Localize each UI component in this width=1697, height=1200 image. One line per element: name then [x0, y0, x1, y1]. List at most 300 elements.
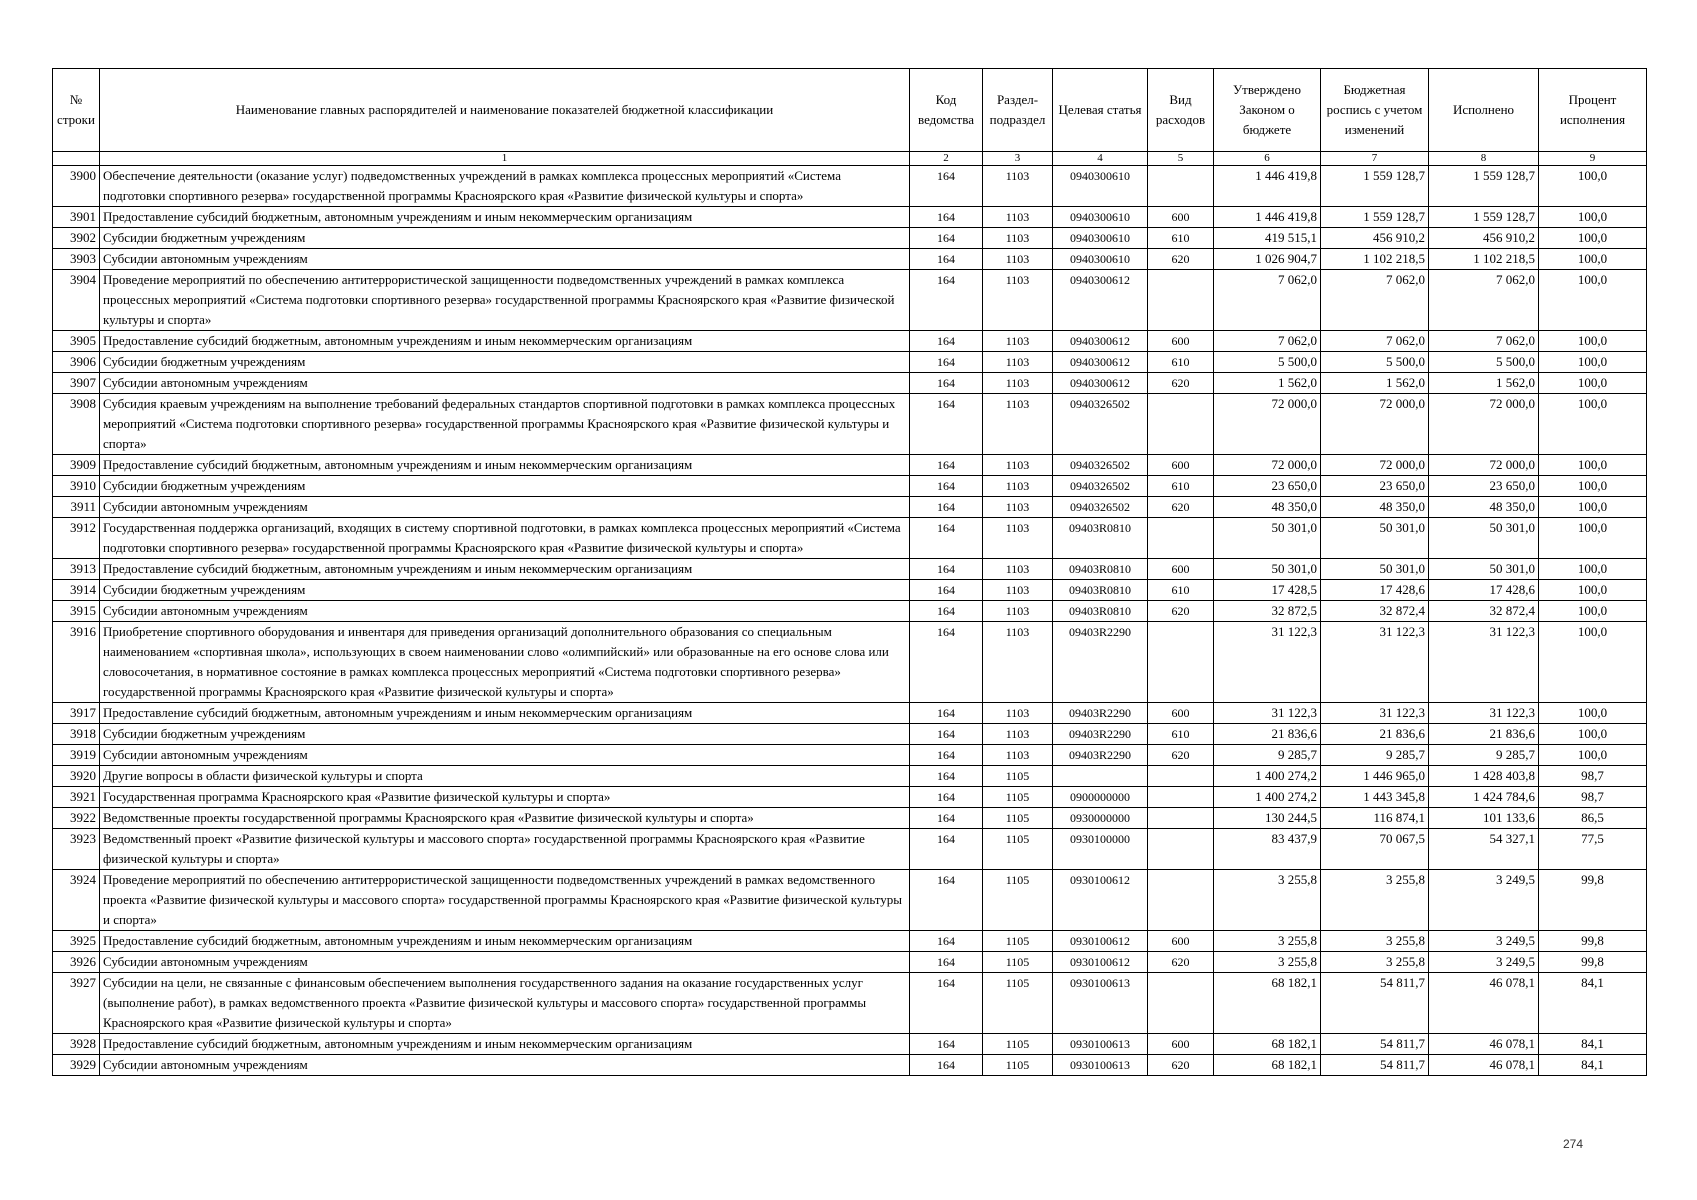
budget-list-cell: 48 350,0 [1321, 497, 1429, 518]
approved-cell: 48 350,0 [1214, 497, 1321, 518]
row-name-cell: Государственная программа Красноярского края «Развитие физической культуры и спорта» [100, 787, 910, 808]
percent-cell: 100,0 [1539, 559, 1647, 580]
row-name-cell: Проведение мероприятий по обеспечению антитеррористической защищенности подведомственных учреждений в рамках ведомственного проекта «Развитие физической культуры и массового спорта» государственной программы Красноярского края «Развитие физической культуры и спорта» [100, 870, 910, 931]
section-cell: 1103 [983, 518, 1053, 559]
expense-type-cell [1148, 166, 1214, 207]
row-name-cell: Субсидии бюджетным учреждениям [100, 476, 910, 497]
target-cell: 0940326502 [1053, 476, 1148, 497]
approved-cell: 1 446 419,8 [1214, 207, 1321, 228]
table-body [53, 166, 1647, 1076]
row-number-cell: 3920 [53, 766, 100, 787]
table-row [53, 703, 1647, 724]
executed-cell: 72 000,0 [1429, 394, 1539, 455]
executed-cell: 46 078,1 [1429, 973, 1539, 1034]
table-row [53, 373, 1647, 394]
target-cell: 09403R0810 [1053, 580, 1148, 601]
executed-cell: 48 350,0 [1429, 497, 1539, 518]
approved-cell: 7 062,0 [1214, 270, 1321, 331]
table-row [53, 166, 1647, 207]
target-cell: 09403R0810 [1053, 601, 1148, 622]
table-row [53, 808, 1647, 829]
executed-cell: 54 327,1 [1429, 829, 1539, 870]
table-row [53, 745, 1647, 766]
page-number: 274 [1563, 1137, 1584, 1151]
dept-code-cell: 164 [910, 518, 983, 559]
budget-list-cell: 70 067,5 [1321, 829, 1429, 870]
row-name-cell: Субсидии автономным учреждениям [100, 249, 910, 270]
target-cell: 0940326502 [1053, 394, 1148, 455]
executed-cell: 1 559 128,7 [1429, 207, 1539, 228]
budget-list-cell: 21 836,6 [1321, 724, 1429, 745]
row-number-cell: 3924 [53, 870, 100, 931]
row-name-cell: Ведомственные проекты государственной программы Красноярского края «Развитие физической культуры и спорта» [100, 808, 910, 829]
row-name-cell: Субсидии автономным учреждениям [100, 952, 910, 973]
percent-cell: 77,5 [1539, 829, 1647, 870]
approved-cell: 419 515,1 [1214, 228, 1321, 249]
budget-list-cell: 1 102 218,5 [1321, 249, 1429, 270]
table-row [53, 931, 1647, 952]
section-cell: 1105 [983, 808, 1053, 829]
approved-cell: 32 872,5 [1214, 601, 1321, 622]
dept-code-cell: 164 [910, 829, 983, 870]
dept-code-cell: 164 [910, 724, 983, 745]
expense-type-cell: 600 [1148, 559, 1214, 580]
table-row [53, 331, 1647, 352]
expense-type-cell: 620 [1148, 601, 1214, 622]
row-number-cell: 3913 [53, 559, 100, 580]
percent-cell: 100,0 [1539, 622, 1647, 703]
dept-code-cell: 164 [910, 808, 983, 829]
expense-type-cell: 610 [1148, 228, 1214, 249]
expense-type-cell: 620 [1148, 745, 1214, 766]
executed-cell: 1 562,0 [1429, 373, 1539, 394]
approved-cell: 50 301,0 [1214, 559, 1321, 580]
budget-list-cell: 1 443 345,8 [1321, 787, 1429, 808]
approved-cell: 1 446 419,8 [1214, 166, 1321, 207]
row-number-cell: 3918 [53, 724, 100, 745]
target-cell: 0940300612 [1053, 331, 1148, 352]
row-number-cell: 3917 [53, 703, 100, 724]
row-number-cell: 3904 [53, 270, 100, 331]
section-cell: 1103 [983, 476, 1053, 497]
executed-cell: 32 872,4 [1429, 601, 1539, 622]
expense-type-cell: 600 [1148, 331, 1214, 352]
expense-type-cell [1148, 394, 1214, 455]
table-row [53, 787, 1647, 808]
percent-cell: 100,0 [1539, 270, 1647, 331]
percent-cell: 100,0 [1539, 580, 1647, 601]
expense-type-cell [1148, 787, 1214, 808]
budget-list-cell: 17 428,6 [1321, 580, 1429, 601]
dept-code-cell: 164 [910, 352, 983, 373]
budget-list-cell: 116 874,1 [1321, 808, 1429, 829]
document-page [52, 68, 1646, 1076]
percent-cell: 100,0 [1539, 745, 1647, 766]
section-cell: 1103 [983, 745, 1053, 766]
column-number: 5 [1148, 152, 1214, 166]
row-name-cell: Предоставление субсидий бюджетным, автономным учреждениям и иным некоммерческим организациям [100, 1034, 910, 1055]
approved-cell: 17 428,5 [1214, 580, 1321, 601]
approved-cell: 1 562,0 [1214, 373, 1321, 394]
target-cell: 0930100613 [1053, 1055, 1148, 1076]
table-row [53, 228, 1647, 249]
expense-type-cell: 620 [1148, 1055, 1214, 1076]
expense-type-cell: 600 [1148, 931, 1214, 952]
dept-code-cell: 164 [910, 1034, 983, 1055]
target-cell: 0930100613 [1053, 973, 1148, 1034]
section-cell: 1103 [983, 497, 1053, 518]
approved-cell: 31 122,3 [1214, 703, 1321, 724]
target-cell: 0930100000 [1053, 829, 1148, 870]
budget-list-cell: 54 811,7 [1321, 1055, 1429, 1076]
dept-code-cell: 164 [910, 455, 983, 476]
executed-cell: 3 249,5 [1429, 870, 1539, 931]
table-row [53, 1034, 1647, 1055]
expense-type-cell: 610 [1148, 724, 1214, 745]
expense-type-cell: 620 [1148, 952, 1214, 973]
dept-code-cell: 164 [910, 580, 983, 601]
target-cell: 0900000000 [1053, 787, 1148, 808]
row-number-cell: 3916 [53, 622, 100, 703]
percent-cell: 100,0 [1539, 166, 1647, 207]
approved-cell: 3 255,8 [1214, 952, 1321, 973]
table-row [53, 455, 1647, 476]
budget-list-cell: 32 872,4 [1321, 601, 1429, 622]
row-name-cell: Предоставление субсидий бюджетным, автономным учреждениям и иным некоммерческим организациям [100, 331, 910, 352]
row-name-cell: Приобретение спортивного оборудования и инвентаря для приведения организаций дополнительного образования со специальным наименованием «спортивная школа», использующих в своем наименовании слово «олимпийский» или образованные на его основе слова или словосочетания, в нормативное состояние в рамках комплекса процессных мероприятий «Система подготовки спортивного резерва» государственной программы Красноярского края «Развитие физической культуры и спорта» [100, 622, 910, 703]
row-number-cell: 3903 [53, 249, 100, 270]
budget-list-cell: 3 255,8 [1321, 952, 1429, 973]
approved-cell: 1 026 904,7 [1214, 249, 1321, 270]
percent-cell: 84,1 [1539, 1034, 1647, 1055]
budget-table [52, 68, 1647, 1076]
approved-cell: 72 000,0 [1214, 455, 1321, 476]
dept-code-cell: 164 [910, 249, 983, 270]
budget-list-cell: 3 255,8 [1321, 870, 1429, 931]
expense-type-cell [1148, 518, 1214, 559]
row-name-cell: Предоставление субсидий бюджетным, автономным учреждениям и иным некоммерческим организациям [100, 703, 910, 724]
header-approved: Утверждено Законом о бюджете [1214, 69, 1321, 152]
dept-code-cell: 164 [910, 497, 983, 518]
section-cell: 1103 [983, 724, 1053, 745]
budget-list-cell: 1 559 128,7 [1321, 207, 1429, 228]
dept-code-cell: 164 [910, 559, 983, 580]
percent-cell: 99,8 [1539, 931, 1647, 952]
row-number-cell: 3905 [53, 331, 100, 352]
table-row [53, 601, 1647, 622]
table-row [53, 476, 1647, 497]
executed-cell: 456 910,2 [1429, 228, 1539, 249]
dept-code-cell: 164 [910, 766, 983, 787]
executed-cell: 46 078,1 [1429, 1034, 1539, 1055]
section-cell: 1105 [983, 787, 1053, 808]
expense-type-cell: 620 [1148, 497, 1214, 518]
target-cell: 0940300612 [1053, 352, 1148, 373]
executed-cell: 21 836,6 [1429, 724, 1539, 745]
row-name-cell: Субсидии бюджетным учреждениям [100, 724, 910, 745]
approved-cell: 83 437,9 [1214, 829, 1321, 870]
table-row [53, 518, 1647, 559]
target-cell [1053, 766, 1148, 787]
budget-list-cell: 72 000,0 [1321, 455, 1429, 476]
percent-cell: 100,0 [1539, 476, 1647, 497]
column-number: 3 [983, 152, 1053, 166]
dept-code-cell: 164 [910, 476, 983, 497]
approved-cell: 3 255,8 [1214, 931, 1321, 952]
budget-list-cell: 7 062,0 [1321, 270, 1429, 331]
dept-code-cell: 164 [910, 1055, 983, 1076]
expense-type-cell: 620 [1148, 249, 1214, 270]
dept-code-cell: 164 [910, 931, 983, 952]
row-name-cell: Субсидии автономным учреждениям [100, 601, 910, 622]
target-cell: 0940300612 [1053, 373, 1148, 394]
percent-cell: 100,0 [1539, 331, 1647, 352]
budget-list-cell: 1 446 965,0 [1321, 766, 1429, 787]
percent-cell: 100,0 [1539, 207, 1647, 228]
executed-cell: 7 062,0 [1429, 331, 1539, 352]
table-row [53, 352, 1647, 373]
target-cell: 0940300610 [1053, 207, 1148, 228]
dept-code-cell: 164 [910, 373, 983, 394]
row-number-cell: 3908 [53, 394, 100, 455]
approved-cell: 50 301,0 [1214, 518, 1321, 559]
row-number-cell: 3921 [53, 787, 100, 808]
executed-cell: 7 062,0 [1429, 270, 1539, 331]
executed-cell: 17 428,6 [1429, 580, 1539, 601]
target-cell: 0940300610 [1053, 228, 1148, 249]
budget-list-cell: 23 650,0 [1321, 476, 1429, 497]
expense-type-cell: 610 [1148, 476, 1214, 497]
executed-cell: 46 078,1 [1429, 1055, 1539, 1076]
budget-list-cell: 5 500,0 [1321, 352, 1429, 373]
approved-cell: 68 182,1 [1214, 1034, 1321, 1055]
dept-code-cell: 164 [910, 745, 983, 766]
target-cell: 09403R2290 [1053, 745, 1148, 766]
header-executed: Исполнено [1429, 69, 1539, 152]
expense-type-cell: 610 [1148, 352, 1214, 373]
percent-cell: 100,0 [1539, 394, 1647, 455]
executed-cell: 9 285,7 [1429, 745, 1539, 766]
executed-cell: 31 122,3 [1429, 703, 1539, 724]
header-dept-code: Код ведомства [910, 69, 983, 152]
section-cell: 1105 [983, 931, 1053, 952]
column-number: 8 [1429, 152, 1539, 166]
row-name-cell: Предоставление субсидий бюджетным, автономным учреждениям и иным некоммерческим организациям [100, 455, 910, 476]
column-number: 9 [1539, 152, 1647, 166]
table-row [53, 270, 1647, 331]
header-row [53, 69, 1647, 152]
expense-type-cell [1148, 870, 1214, 931]
budget-list-cell: 1 559 128,7 [1321, 166, 1429, 207]
budget-list-cell: 50 301,0 [1321, 518, 1429, 559]
dept-code-cell: 164 [910, 166, 983, 207]
budget-list-cell: 1 562,0 [1321, 373, 1429, 394]
percent-cell: 100,0 [1539, 352, 1647, 373]
row-number-cell: 3914 [53, 580, 100, 601]
row-number-cell: 3902 [53, 228, 100, 249]
dept-code-cell: 164 [910, 394, 983, 455]
section-cell: 1103 [983, 703, 1053, 724]
dept-code-cell: 164 [910, 270, 983, 331]
header-percent: Процент исполнения [1539, 69, 1647, 152]
row-name-cell: Субсидии на цели, не связанные с финансовым обеспечением выполнения государственного задания на оказание государственных услуг (выполнение работ), в рамках ведомственного проекта «Развитие физической культуры и массового спорта» государственной программы Красноярского края «Развитие физической культуры и спорта» [100, 973, 910, 1034]
row-name-cell: Другие вопросы в области физической культуры и спорта [100, 766, 910, 787]
section-cell: 1103 [983, 228, 1053, 249]
expense-type-cell: 600 [1148, 1034, 1214, 1055]
column-number: 6 [1214, 152, 1321, 166]
expense-type-cell: 600 [1148, 207, 1214, 228]
table-row [53, 829, 1647, 870]
row-name-cell: Проведение мероприятий по обеспечению антитеррористической защищенности подведомственных учреждений в рамках комплекса процессных мероприятий «Система подготовки спортивного резерва» государственной программы Красноярского края «Развитие физической культуры и спорта» [100, 270, 910, 331]
target-cell: 0940326502 [1053, 455, 1148, 476]
row-name-cell: Ведомственный проект «Развитие физической культуры и массового спорта» государственной программы Красноярского края «Развитие физической культуры и спорта» [100, 829, 910, 870]
row-name-cell: Обеспечение деятельности (оказание услуг) подведомственных учреждений в рамках комплекса процессных мероприятий «Система подготовки спортивного резерва» государственной программы Красноярского края «Развитие физической культуры и спорта» [100, 166, 910, 207]
header-budget-list: Бюджетная роспись с учетом изменений [1321, 69, 1429, 152]
target-cell: 09403R0810 [1053, 559, 1148, 580]
column-number: 7 [1321, 152, 1429, 166]
percent-cell: 84,1 [1539, 1055, 1647, 1076]
executed-cell: 3 249,5 [1429, 952, 1539, 973]
table-row [53, 766, 1647, 787]
budget-list-cell: 456 910,2 [1321, 228, 1429, 249]
section-cell: 1103 [983, 352, 1053, 373]
column-number: 2 [910, 152, 983, 166]
section-cell: 1105 [983, 1055, 1053, 1076]
row-number-cell: 3927 [53, 973, 100, 1034]
budget-list-cell: 31 122,3 [1321, 703, 1429, 724]
header-section: Раздел-подраздел [983, 69, 1053, 152]
table-row [53, 580, 1647, 601]
row-number-cell: 3915 [53, 601, 100, 622]
percent-cell: 100,0 [1539, 518, 1647, 559]
target-cell: 0930000000 [1053, 808, 1148, 829]
row-number-cell: 3919 [53, 745, 100, 766]
column-number: 4 [1053, 152, 1148, 166]
header-name: Наименование главных распорядителей и наименование показателей бюджетной классификации [100, 69, 910, 152]
target-cell: 0930100612 [1053, 870, 1148, 931]
budget-list-cell: 3 255,8 [1321, 931, 1429, 952]
approved-cell: 3 255,8 [1214, 870, 1321, 931]
column-number-row [53, 152, 1647, 166]
row-name-cell: Предоставление субсидий бюджетным, автономным учреждениям и иным некоммерческим организациям [100, 559, 910, 580]
dept-code-cell: 164 [910, 207, 983, 228]
executed-cell: 1 428 403,8 [1429, 766, 1539, 787]
approved-cell: 130 244,5 [1214, 808, 1321, 829]
row-number-cell: 3926 [53, 952, 100, 973]
section-cell: 1105 [983, 829, 1053, 870]
column-number [53, 152, 100, 166]
budget-list-cell: 50 301,0 [1321, 559, 1429, 580]
percent-cell: 99,8 [1539, 870, 1647, 931]
section-cell: 1105 [983, 766, 1053, 787]
table-row [53, 207, 1647, 228]
dept-code-cell: 164 [910, 973, 983, 1034]
approved-cell: 23 650,0 [1214, 476, 1321, 497]
executed-cell: 31 122,3 [1429, 622, 1539, 703]
dept-code-cell: 164 [910, 601, 983, 622]
table-row [53, 394, 1647, 455]
percent-cell: 99,8 [1539, 952, 1647, 973]
section-cell: 1103 [983, 455, 1053, 476]
section-cell: 1103 [983, 580, 1053, 601]
approved-cell: 1 400 274,2 [1214, 766, 1321, 787]
table-row [53, 973, 1647, 1034]
approved-cell: 9 285,7 [1214, 745, 1321, 766]
expense-type-cell: 610 [1148, 580, 1214, 601]
approved-cell: 68 182,1 [1214, 973, 1321, 1034]
budget-list-cell: 7 062,0 [1321, 331, 1429, 352]
percent-cell: 100,0 [1539, 497, 1647, 518]
section-cell: 1105 [983, 952, 1053, 973]
percent-cell: 100,0 [1539, 724, 1647, 745]
percent-cell: 100,0 [1539, 249, 1647, 270]
expense-type-cell [1148, 270, 1214, 331]
approved-cell: 68 182,1 [1214, 1055, 1321, 1076]
row-number-cell: 3923 [53, 829, 100, 870]
percent-cell: 100,0 [1539, 703, 1647, 724]
dept-code-cell: 164 [910, 331, 983, 352]
percent-cell: 98,7 [1539, 766, 1647, 787]
section-cell: 1103 [983, 207, 1053, 228]
percent-cell: 100,0 [1539, 373, 1647, 394]
section-cell: 1103 [983, 622, 1053, 703]
header-target: Целевая статья [1053, 69, 1148, 152]
expense-type-cell [1148, 622, 1214, 703]
row-name-cell: Субсидия краевым учреждениям на выполнение требований федеральных стандартов спортивной подготовки в рамках комплекса процессных мероприятий «Система подготовки спортивного резерва» государственной программы Красноярского края «Развитие физической культуры и спорта» [100, 394, 910, 455]
section-cell: 1105 [983, 1034, 1053, 1055]
dept-code-cell: 164 [910, 228, 983, 249]
row-name-cell: Субсидии бюджетным учреждениям [100, 228, 910, 249]
column-number: 1 [100, 152, 910, 166]
row-number-cell: 3910 [53, 476, 100, 497]
section-cell: 1103 [983, 394, 1053, 455]
row-name-cell: Предоставление субсидий бюджетным, автономным учреждениям и иным некоммерческим организациям [100, 207, 910, 228]
row-number-cell: 3925 [53, 931, 100, 952]
row-number-cell: 3912 [53, 518, 100, 559]
expense-type-cell [1148, 829, 1214, 870]
budget-list-cell: 54 811,7 [1321, 1034, 1429, 1055]
executed-cell: 72 000,0 [1429, 455, 1539, 476]
row-number-cell: 3922 [53, 808, 100, 829]
table-row [53, 497, 1647, 518]
target-cell: 0930100612 [1053, 952, 1148, 973]
dept-code-cell: 164 [910, 703, 983, 724]
row-number-cell: 3901 [53, 207, 100, 228]
executed-cell: 1 102 218,5 [1429, 249, 1539, 270]
budget-list-cell: 9 285,7 [1321, 745, 1429, 766]
executed-cell: 3 249,5 [1429, 931, 1539, 952]
executed-cell: 50 301,0 [1429, 518, 1539, 559]
row-number-cell: 3928 [53, 1034, 100, 1055]
executed-cell: 50 301,0 [1429, 559, 1539, 580]
target-cell: 0930100612 [1053, 931, 1148, 952]
expense-type-cell: 620 [1148, 373, 1214, 394]
expense-type-cell [1148, 808, 1214, 829]
dept-code-cell: 164 [910, 952, 983, 973]
section-cell: 1103 [983, 373, 1053, 394]
row-name-cell: Субсидии бюджетным учреждениям [100, 352, 910, 373]
dept-code-cell: 164 [910, 622, 983, 703]
percent-cell: 100,0 [1539, 601, 1647, 622]
section-cell: 1105 [983, 973, 1053, 1034]
section-cell: 1103 [983, 270, 1053, 331]
executed-cell: 23 650,0 [1429, 476, 1539, 497]
section-cell: 1103 [983, 559, 1053, 580]
table-row [53, 724, 1647, 745]
executed-cell: 101 133,6 [1429, 808, 1539, 829]
percent-cell: 86,5 [1539, 808, 1647, 829]
row-number-cell: 3907 [53, 373, 100, 394]
